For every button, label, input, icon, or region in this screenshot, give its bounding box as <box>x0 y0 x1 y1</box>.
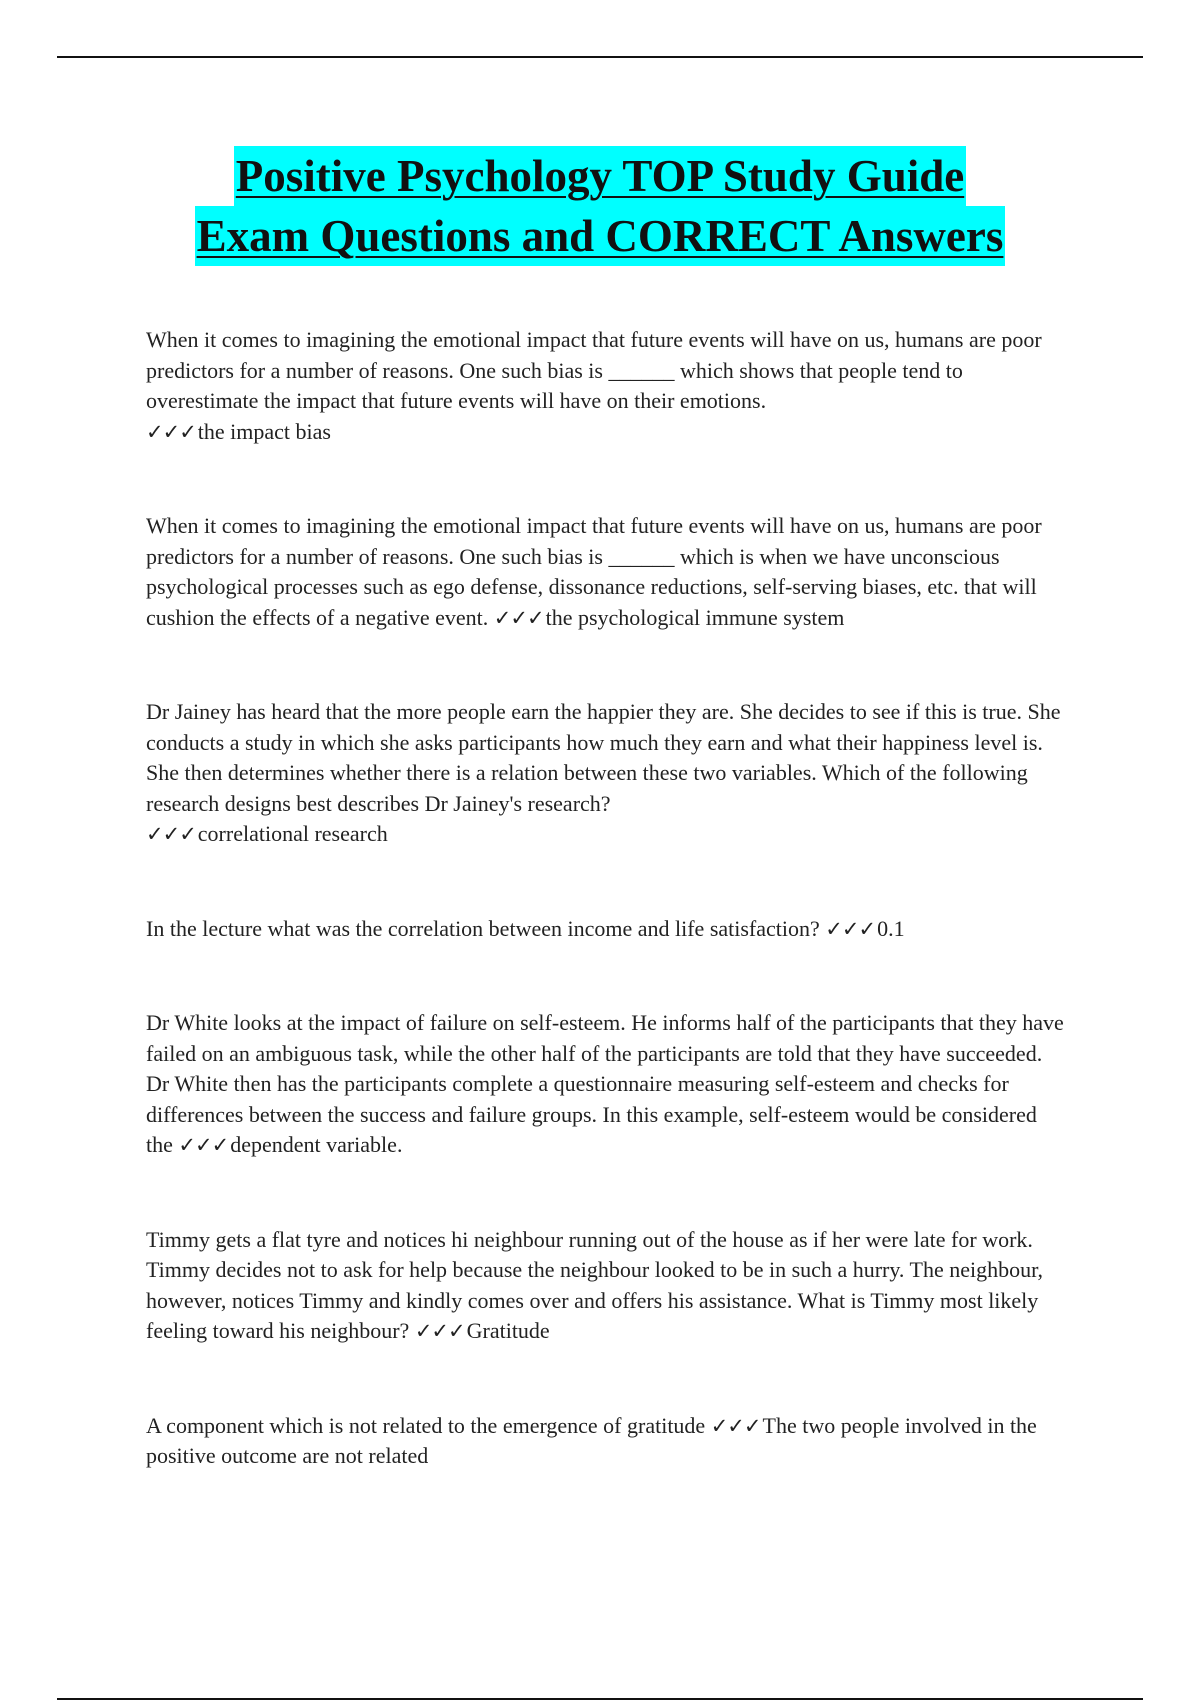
checkmark-icon: ✓✓✓ <box>146 822 196 846</box>
title-line-1: Positive Psychology TOP Study Guide <box>234 146 966 206</box>
checkmark-icon: ✓✓✓ <box>493 605 544 630</box>
checkmark-icon: ✓✓✓ <box>146 419 196 444</box>
checkmark-icon: ✓✓✓ <box>825 916 876 941</box>
qa-item-4 <box>146 914 1066 945</box>
answer-text: dependent variable. <box>230 1132 403 1157</box>
question-text: Timmy gets a flat tyre and notices hi neighbour running out of the house as if her were late for work. Timmy decides not to ask for help because the neighbour looked to be in such a hurry. The neighbour, however, notices Timmy and kindly comes over and offers his assistance. What is Timmy most likely feeling toward his neighbour? <box>146 1226 1044 1343</box>
question-text: A component which is not related to the emergence of gratitude <box>146 1412 706 1438</box>
answer-text: The two people involved in the positive outcome are not related <box>146 1412 1037 1468</box>
checkmark-icon: ✓✓✓ <box>710 1413 761 1438</box>
answer-text: the impact bias <box>197 418 331 444</box>
qa-item-1 <box>146 325 1066 447</box>
checkmark-icon: ✓✓✓ <box>414 1319 465 1343</box>
answer-text: correlational research <box>197 821 388 846</box>
question-text: Dr White looks at the impact of failure on self-esteem. He informs half of the participants that they have failed on an ambiguous task, while the other half of the participants are told that they have succeeded. Dr White then has the participants complete a questionnaire measuring self-esteem and checks for differences between the success and failure groups. In this example, self-esteem would be considered the <box>146 1010 1064 1157</box>
answer-text: 0.1 <box>877 915 905 941</box>
question-text: Dr Jainey has heard that the more people earn the happier they are. She decides to see if this is true. She conducts a study in which she asks participants how much they earn and what their happiness level is. She then determines whether there is a relation between these two variables. Which of the following research designs best describes Dr Jainey's research? <box>146 699 1061 816</box>
answer-text: the psychological immune system <box>545 604 845 630</box>
qa-item-2 <box>146 511 1066 633</box>
document-title <box>0 146 1200 266</box>
qa-item-6 <box>146 1225 1066 1347</box>
answer-text: Gratitude <box>466 1318 550 1343</box>
title-line-2: Exam Questions and CORRECT Answers <box>195 206 1006 266</box>
question-text: When it comes to imagining the emotional impact that future events will have on us, humans are poor predictors for a number of reasons. One such bias is ______ which is when we have unconscious psychological processes such as ego defense, dissonance reductions, self-serving biases, etc. that will cushion the effects of a negative event. <box>146 513 1042 630</box>
checkmark-icon: ✓✓✓ <box>178 1133 229 1157</box>
top-rule <box>57 56 1143 58</box>
qa-item-3 <box>146 697 1066 850</box>
qa-item-5 <box>146 1008 1066 1161</box>
question-text: In the lecture what was the correlation between income and life satisfaction? <box>146 915 820 941</box>
qa-item-7 <box>146 1411 1066 1472</box>
qa-list <box>146 325 1066 1472</box>
question-text: When it comes to imagining the emotional impact that future events will have on us, humans are poor predictors for a number of reasons. One such bias is ______ which shows that people tend to overestimate the impact that future events will have on their emotions. <box>146 327 1042 413</box>
